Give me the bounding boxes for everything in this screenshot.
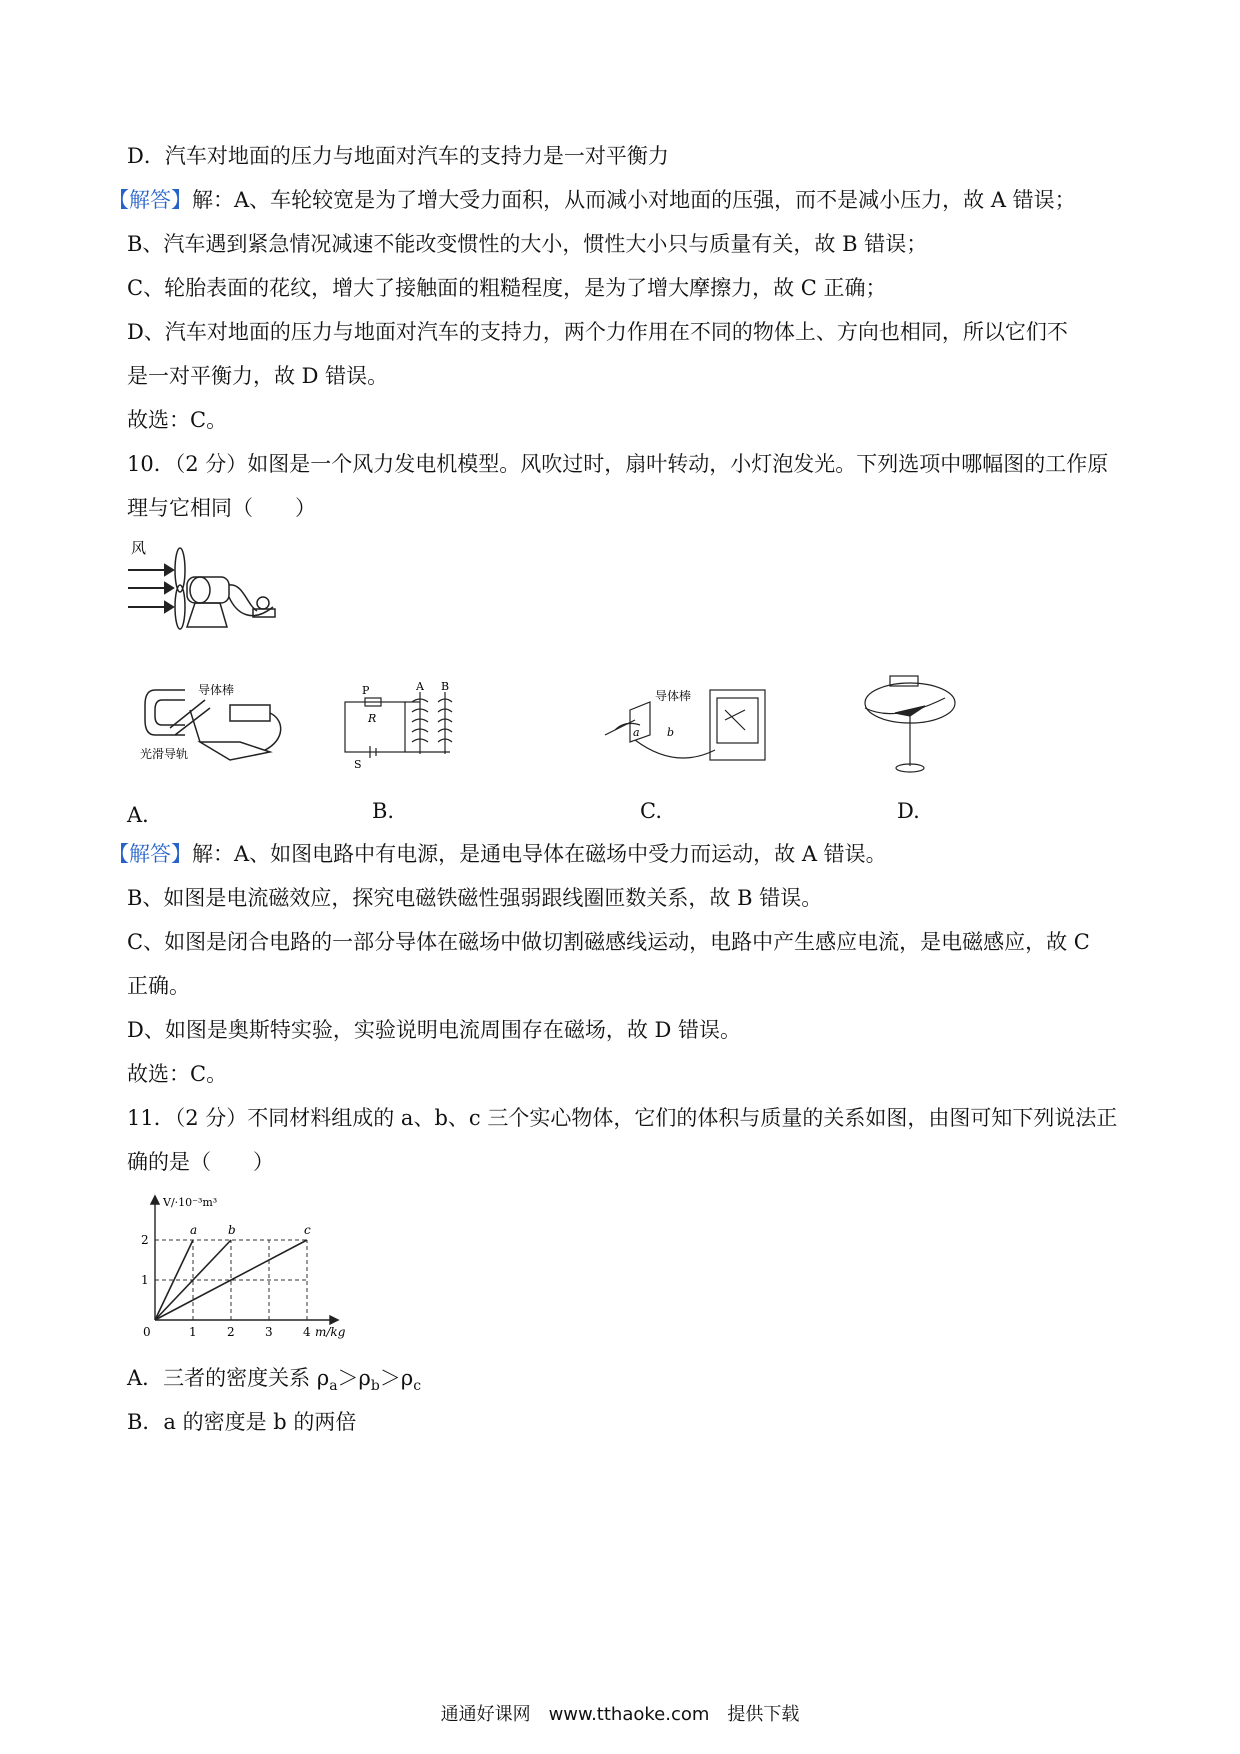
answer-tag: 【解答】	[108, 188, 192, 212]
q10-answer-a: 解：A、如图电路中有电源，是通电导体在磁场中受力而运动，故 A 错误。	[192, 842, 887, 866]
y-axis-label: V/·10⁻³m³	[163, 1196, 218, 1209]
gt-sign-2: ＞	[379, 1366, 401, 1390]
fig-a-label-conductor: 导体棒	[198, 683, 235, 697]
q10-stem-2: 理与它相同（ ）	[127, 496, 316, 520]
q11-option-a	[127, 1364, 421, 1400]
q11-option-b: B．a 的密度是 b 的两倍	[127, 1410, 357, 1434]
q11-stem-1: 11．（2 分）不同材料组成的 a、b、c 三个实心物体，它们的体积与质量的关系如图，由图可知下列说法正	[127, 1106, 1118, 1130]
page-footer: 通通好课网 www.tthaoke.com 提供下载	[440, 1704, 800, 1725]
q9-option-d: D．汽车对地面的压力与地面对汽车的支持力是一对平衡力	[127, 144, 669, 168]
q10-option-a-label: A．	[127, 803, 164, 827]
fig-a-label-rail: 光滑导轨	[140, 747, 189, 761]
q10-answer-c1: C、如图是闭合电路的一部分导体在磁场中做切割磁感线运动，电路中产生感应电流，是电磁感应，故 C	[127, 930, 1090, 954]
volume-mass-chart	[135, 1190, 395, 1340]
q10-option-c-label: C.	[640, 799, 662, 823]
x-axis-label: m/kg	[315, 1325, 346, 1339]
fig-b-label-a: A	[416, 682, 424, 693]
fig-b-label-b: B	[441, 682, 450, 693]
q10-answer-d: D、如图是奥斯特实验，实验说明电流周围存在磁场，故 D 错误。	[127, 1018, 742, 1042]
rho-sub-b: b	[370, 1378, 380, 1395]
x-axis-arrow	[330, 1316, 338, 1324]
option-c-figure	[595, 680, 775, 770]
q9-answer-d2: 是一对平衡力，故 D 错误。	[127, 364, 389, 388]
rho-symbol-c: ρ	[400, 1366, 414, 1390]
option-d-figure	[855, 668, 965, 778]
series-line-a	[155, 1240, 193, 1320]
q10-answer-c2: 正确。	[127, 974, 190, 998]
answer-tag: 【解答】	[108, 842, 192, 866]
series-label-c: c	[304, 1223, 311, 1237]
q9-choice: 故选：C。	[127, 408, 228, 432]
fig-b-label-s: S	[354, 758, 362, 771]
gt-sign-1: ＞	[337, 1366, 359, 1390]
series-label-a: a	[190, 1223, 198, 1237]
q10-answer-b: B、如图是电流磁效应，探究电磁铁磁性强弱跟线圈匝数关系，故 B 错误。	[127, 886, 823, 910]
q10-stem-1: 10．（2 分）如图是一个风力发电机模型。风吹过时，扇叶转动，小灯泡发光。下列选项中哪幅图的工作原	[127, 452, 1109, 476]
q11-option-a-text: A．三者的密度关系 ρ	[127, 1366, 330, 1390]
q10-choice: 故选：C。	[127, 1062, 228, 1086]
q9-answer-d1: D、汽车对地面的压力与地面对汽车的支持力，两个力作用在不同的物体上、方向也相同，所以它们不	[127, 320, 1068, 344]
q11-stem-2: 确的是（ ）	[127, 1150, 274, 1174]
rho-sub-c: c	[413, 1378, 422, 1395]
series-label-b: b	[228, 1223, 236, 1237]
rho-sub-a: a	[329, 1378, 338, 1395]
wind-generator-figure	[125, 535, 285, 635]
option-b-figure	[340, 682, 470, 772]
y-tick-label: 2	[141, 1233, 149, 1247]
x-tick-label: 0	[143, 1325, 151, 1339]
q10-option-b-label: B.	[372, 799, 395, 823]
fig-c-label-conductor: 导体棒	[655, 689, 692, 703]
y-tick-label: 1	[141, 1273, 149, 1287]
x-tick-label: 3	[265, 1325, 273, 1339]
wind-label: 风	[131, 539, 147, 557]
fig-c-label-b: b	[667, 726, 675, 739]
q9-answer-a: 解：A、车轮较宽是为了增大受力面积，从而减小对地面的压强，而不是减小压力，故 A 错误；	[192, 188, 1076, 212]
q9-answer-c: C、轮胎表面的花纹，增大了接触面的粗糙程度，是为了增大摩擦力，故 C 正确；	[127, 276, 887, 300]
fig-b-label-p: P	[362, 684, 370, 697]
option-a-figure	[140, 680, 290, 770]
rho-symbol-b: ρ	[358, 1366, 371, 1390]
y-axis-arrow	[151, 1196, 159, 1204]
q9-answer-line-a	[108, 186, 1076, 214]
x-tick-label: 2	[227, 1325, 235, 1339]
q10-answer-line-a	[108, 840, 887, 868]
q10-option-d-label: D.	[897, 799, 920, 823]
fig-b-label-r: R	[368, 712, 377, 725]
fig-c-label-a: a	[633, 726, 640, 739]
q9-answer-b: B、汽车遇到紧急情况减速不能改变惯性的大小，惯性大小只与质量有关，故 B 错误；	[127, 232, 928, 256]
chart-axes	[151, 1196, 338, 1324]
x-tick-label: 1	[189, 1325, 197, 1339]
x-tick-label: 4	[303, 1325, 311, 1339]
